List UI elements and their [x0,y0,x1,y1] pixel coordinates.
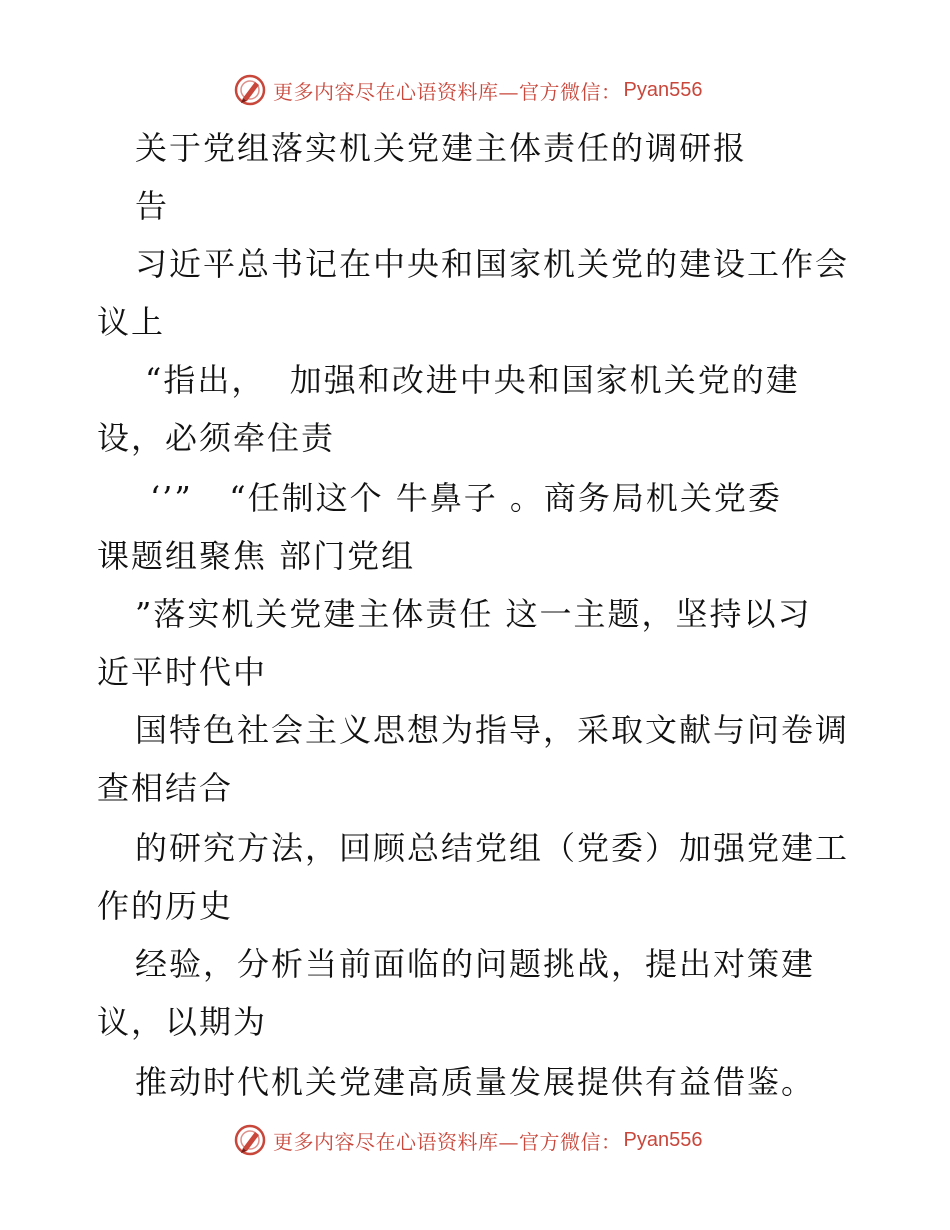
doc-line: 经验，分析当前面临的问题挑战，提出对策建 [135,945,816,983]
pen-logo-icon [233,1123,267,1157]
doc-line: 推动时代机关党建高质量发展提供有益借鉴。 [135,1063,816,1101]
doc-line: 课题组聚焦 部门党组 [97,537,416,575]
doc-line: 习近平总书记在中央和国家机关党的建设工作会 [135,245,850,283]
doc-line: 查相结合 [97,769,234,807]
doc-line: 议，以期为 [97,1003,268,1041]
watermark-text: 更多内容尽在心语资料库—官方微信： [273,79,622,104]
watermark-header [233,70,702,110]
doc-line: 告 [135,187,170,225]
doc-line: 作的历史 [97,887,234,925]
doc-line: ‘’” “任制这个 牛鼻子 。商务局机关党委 [150,479,782,517]
pen-logo-icon [233,73,267,107]
watermark-handle: Pyan556 [623,1128,703,1151]
watermark-handle: Pyan556 [623,78,703,101]
doc-line: 近平时代中 [97,653,268,691]
watermark-text: 更多内容尽在心语资料库—官方微信： [273,1129,622,1154]
doc-line: 设，必须牵住责 [97,419,336,457]
doc-line: “指出， 加强和改进中央和国家机关党的建 [145,361,800,399]
doc-line: ”落实机关党建主体责任 这一主题，坚持以习 [135,595,812,633]
doc-line: 关于党组落实机关党建主体责任的调研报 [135,129,748,167]
doc-line: 的研究方法，回顾总结党组（党委）加强党建工 [135,829,850,867]
watermark-footer [233,1120,702,1160]
doc-line: 国特色社会主义思想为指导，采取文献与问卷调 [135,711,850,749]
doc-line: 议上 [97,303,166,341]
